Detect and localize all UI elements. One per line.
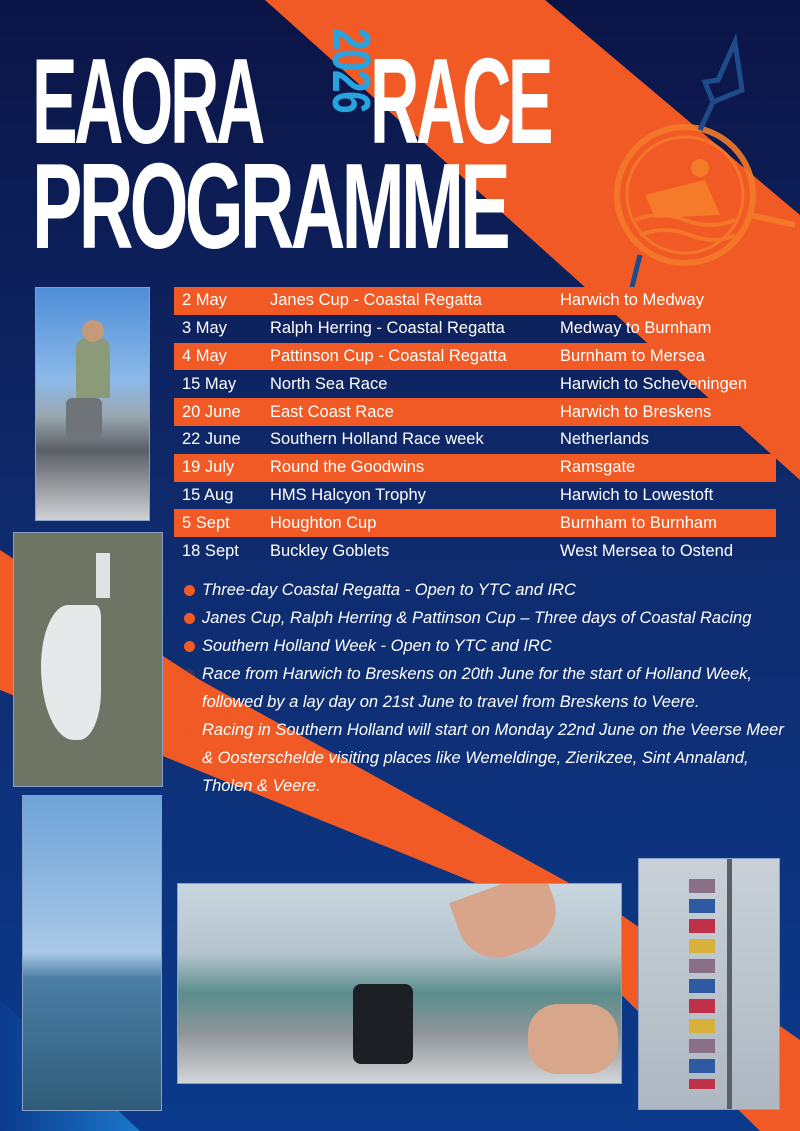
note-text: Three-day Coastal Regatta - Open to YTC and IRC	[202, 581, 576, 599]
note-item	[184, 604, 784, 632]
race-date: 18 Sept	[182, 541, 239, 560]
note-text: Race from Harwich to Breskens on 20th June for the start of Holland Week, followed by a lay day on 21st June to travel from Breskens to Veere.	[202, 665, 752, 711]
race-location: Netherlands	[560, 430, 649, 449]
schedule-row	[174, 537, 776, 565]
race-location: Burnham to Mersea	[560, 346, 705, 365]
schedule-row	[174, 343, 776, 371]
year-text: 2026	[321, 28, 381, 113]
schedule-row	[174, 482, 776, 510]
race-event: Ralph Herring - Coastal Regatta	[270, 319, 505, 338]
note-text: Janes Cup, Ralph Herring & Pattinson Cup – Three days of Coastal Racing	[202, 609, 752, 627]
bullet-icon	[184, 585, 195, 596]
race-location: West Mersea to Ostend	[560, 541, 734, 560]
race-event: Southern Holland Race week	[270, 430, 484, 449]
race-date: 20 June	[182, 402, 241, 421]
photo-winch-grinding	[177, 883, 622, 1084]
note-item	[184, 576, 784, 604]
bullet-icon	[184, 669, 195, 680]
note-text: Southern Holland Week - Open to YTC and IRC	[202, 637, 552, 655]
photo-crew-at-winch	[35, 287, 150, 521]
race-date: 4 May	[182, 346, 227, 365]
race-location: Harwich to Scheveningen	[560, 374, 748, 393]
schedule-row	[174, 370, 776, 398]
schedule-row	[174, 426, 776, 454]
note-item	[184, 716, 784, 800]
race-date: 2 May	[182, 291, 227, 310]
schedule-row	[174, 287, 776, 315]
race-event: Buckley Goblets	[270, 541, 390, 560]
race-event: HMS Halcyon Trophy	[270, 485, 426, 504]
race-location: Burnham to Burnham	[560, 513, 717, 532]
bullet-icon	[184, 641, 195, 652]
year-badge	[321, 28, 381, 136]
race-date: 3 May	[182, 319, 227, 338]
photo-aerial-spinnaker	[13, 532, 163, 787]
title-eaora: EAORA	[32, 33, 262, 169]
bullet-icon	[184, 613, 195, 624]
race-date: 15 May	[182, 374, 237, 393]
photo-signal-flags	[638, 858, 780, 1110]
race-event: Round the Goodwins	[270, 458, 425, 477]
schedule-row	[174, 454, 776, 482]
race-location: Ramsgate	[560, 458, 636, 477]
note-text: Racing in Southern Holland will start on Monday 22nd June on the Veerse Meer & Oosterschelde visiting places like Wemeldinge, Zierikzee, Sint Annaland, Tholen & Veere.	[202, 721, 784, 795]
race-event: North Sea Race	[270, 374, 388, 393]
race-location: Medway to Burnham	[560, 319, 712, 338]
race-event: Janes Cup - Coastal Regatta	[270, 291, 482, 310]
race-date: 19 July	[182, 458, 235, 477]
race-schedule-table	[174, 287, 776, 565]
race-location: Harwich to Breskens	[560, 402, 712, 421]
race-date: 15 Aug	[182, 485, 234, 504]
race-event: East Coast Race	[270, 402, 394, 421]
race-location: Harwich to Medway	[560, 291, 704, 310]
schedule-row	[174, 315, 776, 343]
race-date: 22 June	[182, 430, 241, 449]
eaora-logo-icon	[600, 20, 800, 300]
race-event: Houghton Cup	[270, 513, 377, 532]
title-race: RACE	[370, 33, 551, 169]
schedule-row	[174, 509, 776, 537]
race-event: Pattinson Cup - Coastal Regatta	[270, 346, 507, 365]
race-date: 5 Sept	[182, 513, 230, 532]
race-location: Harwich to Lowestoft	[560, 485, 714, 504]
note-item	[184, 660, 784, 716]
photo-fleet-racing	[22, 795, 162, 1111]
schedule-row	[174, 398, 776, 426]
note-item	[184, 632, 784, 660]
bullet-icon	[184, 725, 195, 736]
title-programme: PROGRAMME	[32, 138, 507, 274]
notes-list	[184, 576, 784, 800]
